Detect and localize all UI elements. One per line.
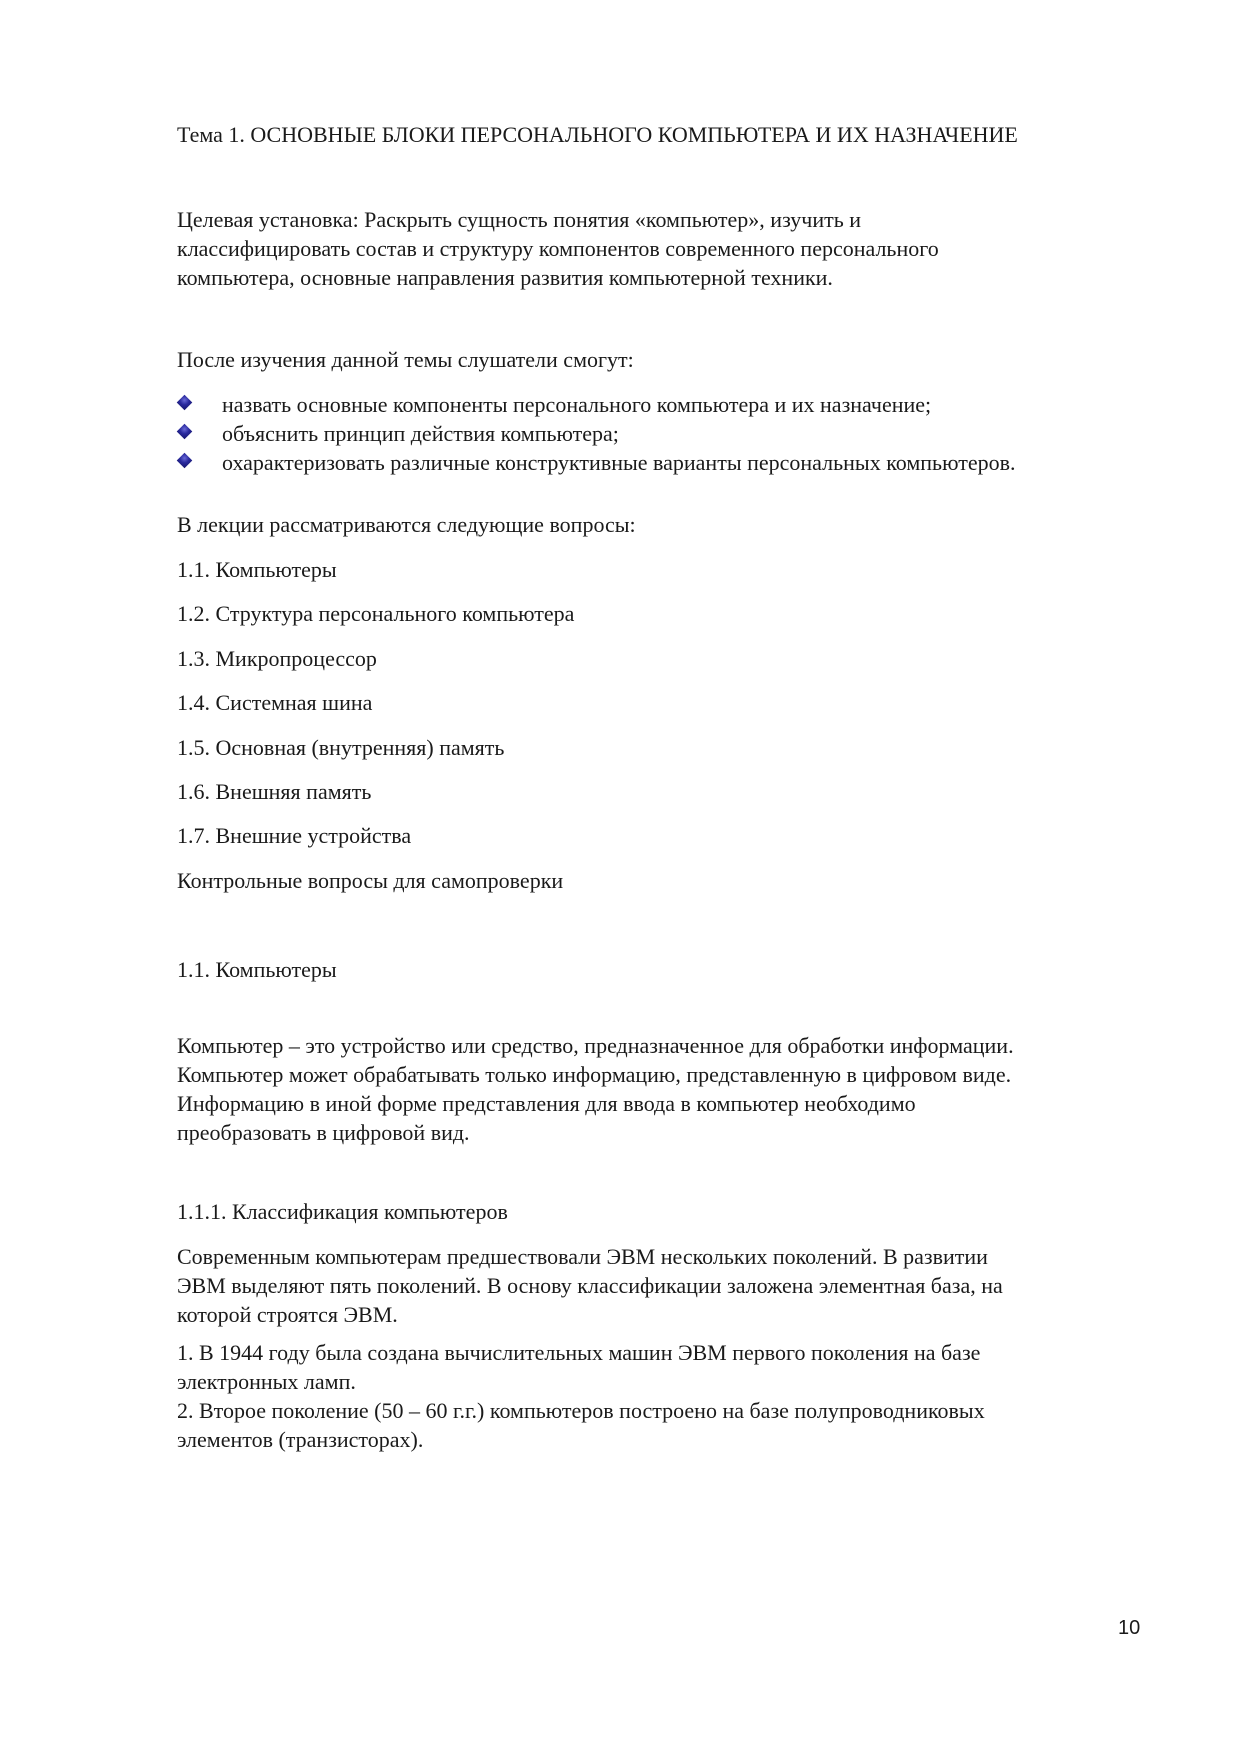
goal-line: классифицировать состав и структуру компонентов современного персонального [177, 236, 939, 261]
toc-item: 1.3. Микропроцессор [177, 646, 377, 671]
numbered-item-line: 1. В 1944 году была создана вычислительных машин ЭВМ первого поколения на базе [177, 1340, 981, 1365]
toc-item: 1.7. Внешние устройства [177, 823, 412, 848]
paragraph-line: преобразовать в цифровой вид. [177, 1120, 470, 1145]
list-item [177, 390, 1167, 419]
toc-item: 1.5. Основная (внутренняя) память [177, 735, 505, 760]
numbered-item [177, 1338, 1167, 1396]
list-item [177, 419, 1167, 448]
diamond-bullet-icon [177, 424, 193, 440]
goal-line: компьютера, основные направления развития компьютерной техники. [177, 265, 833, 290]
contents-intro: В лекции рассматриваются следующие вопросы: [177, 512, 636, 537]
numbered-item [177, 1396, 1167, 1454]
paragraph-line: Компьютер – это устройство или средство, предназначенное для обработки информации. [177, 1033, 1014, 1058]
numbered-item-line: электронных ламп. [177, 1369, 356, 1394]
subsection-heading: 1.1.1. Классификация компьютеров [177, 1199, 508, 1224]
paragraph-line: которой строятся ЭВМ. [177, 1302, 398, 1327]
list-item-text: объяснить принцип действия компьютера; [222, 421, 619, 446]
diamond-bullet-icon [177, 395, 193, 411]
outcomes-list [177, 390, 1167, 477]
page-title: Тема 1. ОСНОВНЫЕ БЛОКИ ПЕРСОНАЛЬНОГО КОМПЬЮТЕРА И ИХ НАЗНАЧЕНИЕ [177, 122, 1018, 147]
diamond-bullet-icon [177, 453, 193, 469]
paragraph-line: Компьютер может обрабатывать только информацию, представленную в цифровом виде. [177, 1062, 1012, 1087]
goal-line: Целевая установка: Раскрыть сущность понятия «компьютер», изучить и [177, 207, 862, 232]
section-paragraph [177, 1031, 1167, 1147]
document-page [177, 0, 1167, 1754]
numbered-item-line: элементов (транзисторах). [177, 1427, 424, 1452]
paragraph-line: ЭВМ выделяют пять поколений. В основу классификации заложена элементная база, на [177, 1273, 1003, 1298]
page-number: 10 [1118, 1617, 1141, 1639]
subsection-paragraph [177, 1242, 1167, 1329]
list-item-text: охарактеризовать различные конструктивные варианты персональных компьютеров. [222, 450, 1016, 475]
outcomes-intro: После изучения данной темы слушатели смогут: [177, 347, 634, 372]
list-item-text: назвать основные компоненты персонального компьютера и их назначение; [222, 392, 932, 417]
toc-item: 1.6. Внешняя память [177, 779, 372, 804]
paragraph-line: Информацию в иной форме представления для ввода в компьютер необходимо [177, 1091, 916, 1116]
toc-item: 1.4. Системная шина [177, 690, 373, 715]
toc-item: Контрольные вопросы для самопроверки [177, 868, 564, 893]
section-heading: 1.1. Компьютеры [177, 957, 337, 982]
list-item [177, 448, 1167, 477]
toc-item: 1.2. Структура персонального компьютера [177, 601, 575, 626]
paragraph-line: Современным компьютерам предшествовали ЭВМ нескольких поколений. В развитии [177, 1244, 988, 1269]
numbered-item-line: 2. Второе поколение (50 – 60 г.г.) компьютеров построено на базе полупроводниковых [177, 1398, 985, 1423]
goal-paragraph [177, 205, 1167, 292]
toc-item: 1.1. Компьютеры [177, 557, 337, 582]
